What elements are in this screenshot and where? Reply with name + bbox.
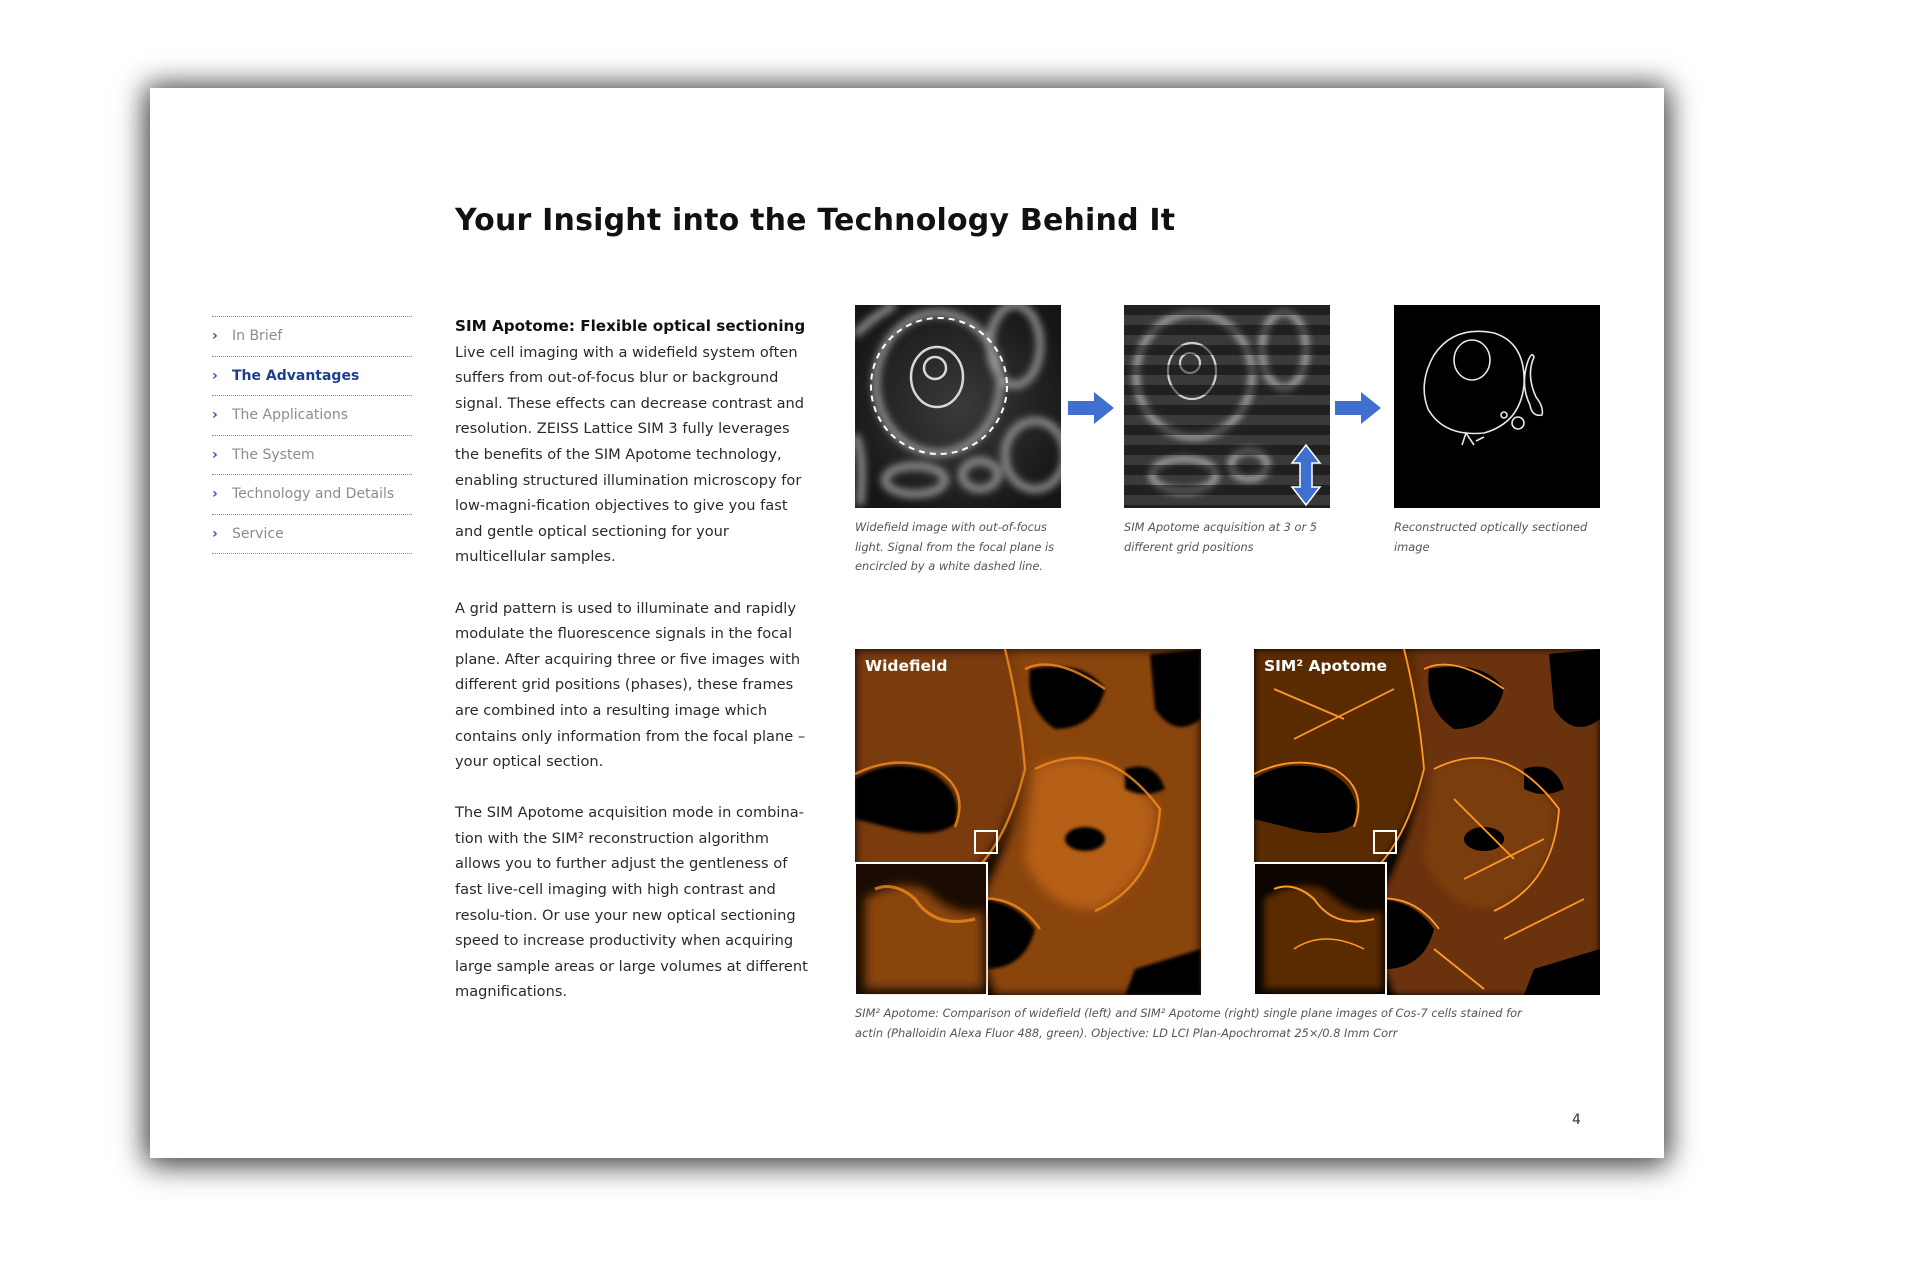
chevron-right-icon: › — [212, 328, 218, 345]
comparison-caption: SIM² Apotome: Comparison of widefield (left) and SIM² Apotome (right) single plane images of Cos-7 cells stained for actin (Phalloidin Alexa Fluor 488, green). Objective: LD LCI Plan-Apochromat 25×/0.8 Imm Corr — [855, 1006, 1522, 1040]
nav-item-the-system[interactable] — [212, 436, 412, 476]
chevron-right-icon: › — [212, 446, 218, 463]
grid-pattern-image — [1124, 305, 1330, 508]
nav-item-in-brief[interactable] — [212, 317, 412, 357]
figure-caption-grid: SIM Apotome acquisition at 3 or 5 different grid positions — [1124, 520, 1318, 554]
chevron-right-icon: › — [212, 367, 218, 384]
arrow-right-icon — [1335, 390, 1383, 431]
grid-pattern-graphic — [1124, 305, 1330, 508]
article-paragraph: The SIM Apotome acquisition mode in combina-tion with the SIM² reconstruction algorithm allows you to further adjust the gentleness of fast live-cell imaging with high contrast and resolu-tion. Or use your new optical sectioning speed to increase productivity when acquiring large sample areas or large volumes at different magnifications. — [455, 804, 808, 1001]
arrow-right-icon — [1068, 390, 1116, 431]
figure-caption-widefield: Widefield image with out-of-focus light. Signal from the focal plane is encircled by a white dashed line. — [855, 520, 1055, 573]
nav-item-label: The Applications — [232, 407, 349, 424]
nav-item-technology-and-details[interactable] — [212, 475, 412, 515]
nav-item-label: In Brief — [232, 328, 283, 345]
nav-item-label: Technology and Details — [232, 486, 395, 503]
nav-item-label: The Advantages — [232, 367, 360, 384]
page-title: Your Insight into the Technology Behind It — [455, 203, 1176, 238]
article-paragraph: A grid pattern is used to illuminate and rapidly modulate the fluorescence signals in the focal plane. After acquiring three or five images with different grid positions (phases), these frames are combined into a resulting image which contains only information from the focal plane – your optical section. — [455, 599, 806, 771]
reconstructed-cell-graphic — [1394, 305, 1600, 508]
nav-item-the-advantages[interactable] — [212, 357, 412, 397]
widefield-actin-graphic — [855, 649, 1201, 995]
figure-caption-reconstructed: Reconstructed optically sectioned image — [1394, 520, 1588, 554]
widefield-blur-image — [855, 305, 1061, 508]
reconstructed-image — [1394, 305, 1600, 508]
article-body — [455, 314, 817, 1031]
article-heading: SIM Apotome: Flexible optical sectioning — [455, 317, 806, 335]
article-paragraph: Live cell imaging with a widefield system often suffers from out-of-focus blur or background signal. These effects can decrease contrast and resolution. ZEISS Lattice SIM 3 fully leverages the benefits of the SIM Apotome technology, enabling structured illumination microscopy for low-magni-fication objectives to give you fast and gentle optical sectioning for your multicellular samples. — [455, 343, 805, 566]
nav-item-service[interactable] — [212, 515, 412, 555]
side-navigation — [212, 316, 412, 554]
widefield-blur-graphic — [855, 305, 1061, 508]
sim-apotome-actin-graphic — [1254, 649, 1600, 995]
zoom-inset — [855, 863, 987, 995]
zoom-inset — [1254, 863, 1386, 995]
widefield-label: Widefield — [865, 657, 948, 675]
chevron-right-icon: › — [212, 407, 218, 424]
widefield-actin-image — [855, 649, 1201, 995]
sim-apotome-label: SIM² Apotome — [1264, 657, 1388, 675]
chevron-right-icon: › — [212, 486, 218, 503]
chevron-right-icon: › — [212, 525, 218, 542]
page-number: 4 — [1572, 1112, 1581, 1128]
nav-item-the-applications[interactable] — [212, 396, 412, 436]
sim-apotome-actin-image — [1254, 649, 1600, 995]
nav-item-label: The System — [232, 446, 315, 463]
nav-item-label: Service — [232, 525, 284, 542]
brochure-page — [150, 88, 1664, 1158]
